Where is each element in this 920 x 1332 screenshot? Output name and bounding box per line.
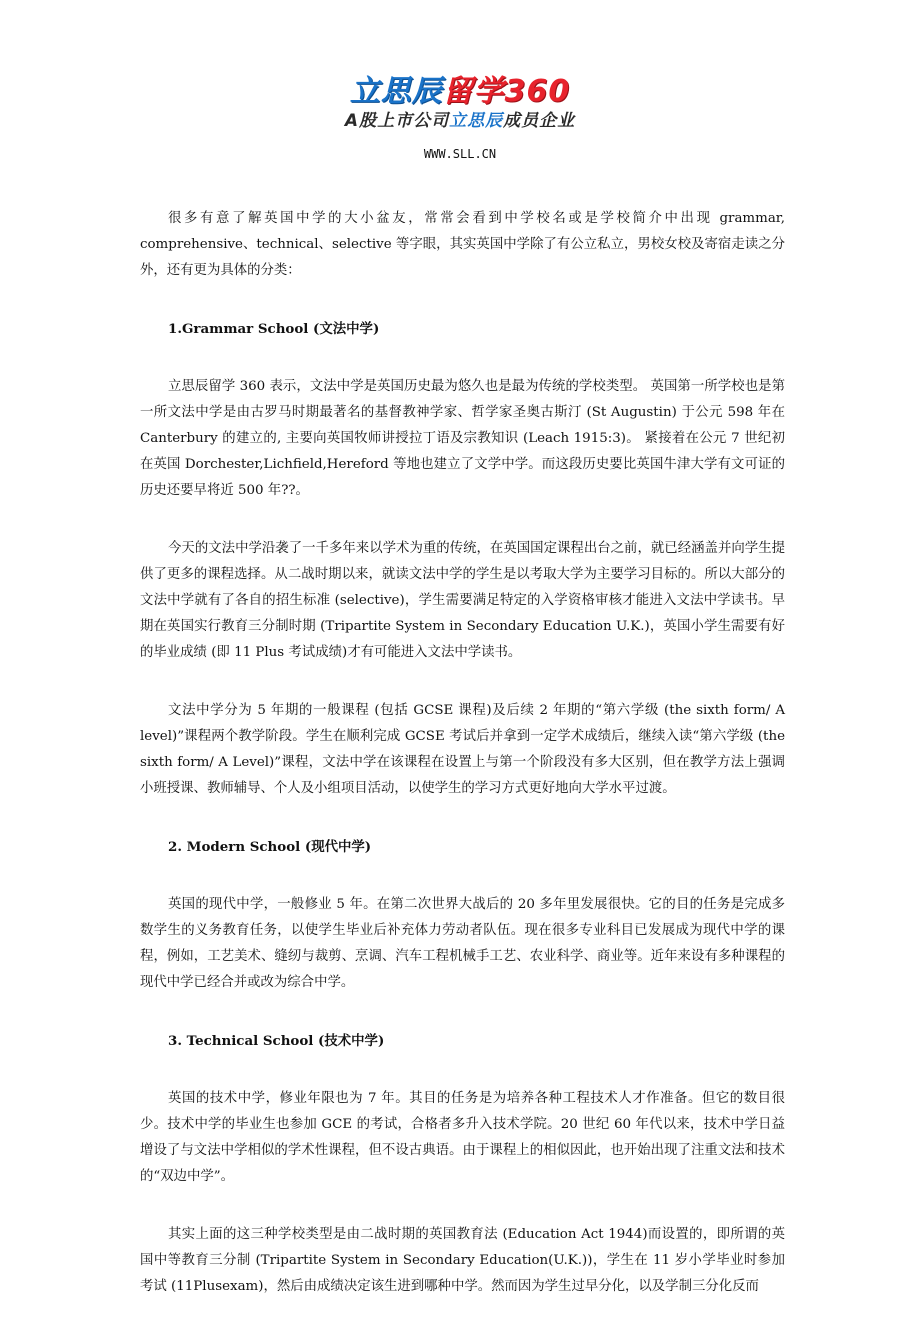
brand-logo[interactable] xyxy=(0,74,920,110)
section-heading-grammar-school: 1.Grammar School (文法中学) xyxy=(168,321,380,337)
intro-paragraph: 很多有意了解英国中学的大小盆友，常常会看到中学校名或是学校简介中出现 grammar, comprehensive、technical、selective 等字眼，其实英国中学除了有公立私立，男校女校及寄宿走读之分外，还有更为具体的分类： xyxy=(140,211,785,278)
grammar-paragraph-1: 立思辰留学 360 表示，文法中学是英国历史最为悠久也是最为传统的学校类型。 英国第一所学校也是第一所文法中学是由古罗马时期最著名的基督教神学家、哲学家圣奥古斯汀 (St Augustin) 于公元 598 年在 Canterbury 的建立的, 主要向英国牧师讲授拉丁语及宗教知识 (Leach 1915:3)。 紧接着在公元 7 世纪初在英国 Dorchester,Lichfield,Hereford 等地也建立了文学中学。而这段历史要比英国牛津大学有文可证的历史还要早将近 500 年??。 xyxy=(140,379,785,498)
site-header xyxy=(0,74,920,132)
grammar-paragraph-3: 文法中学分为 5 年期的一般课程 (包括 GCSE 课程)及后续 2 年期的“第六学级 (the sixth form/ A level)”课程两个教学阶段。学生在顺利完成 GCSE 考试后并拿到一定学术成绩后，继续入读“第六学级 (the sixth form/ A Level)”课程，文法中学在该课程在设置上与第一个阶段没有多大区别，但在教学方法上强调小班授课、教师辅导、个人及小组项目活动，以使学生的学习方式更好地向大学水平过渡。 xyxy=(140,703,785,796)
modern-paragraph: 英国的现代中学，一般修业 5 年。在第二次世界大战后的 20 多年里发展很快。它的目的任务是完成多数学生的义务教育任务，以使学生毕业后补充体力劳动者队伍。现在很多专业科目已发展成为现代中学的课程，例如，工艺美术、缝纫与裁剪、烹调、汽车工程机械手工艺、农业科学、商业等。近年来设有多种课程的现代中学已经合并或改为综合中学。 xyxy=(140,897,785,990)
tagline-part-1: A股上市公司 xyxy=(344,111,450,131)
logo-product-name: 留学360 xyxy=(442,74,571,109)
tagline-part-3: 成员企业 xyxy=(503,111,576,131)
tagline-part-2: 立思辰 xyxy=(449,111,504,131)
grammar-paragraph-2: 今天的文法中学沿袭了一千多年来以学术为重的传统，在英国国定课程出台之前，就已经涵盖并向学生提供了更多的课程选择。从二战时期以来，就读文法中学的学生是以考取大学为主要学习目标的。所以大部分的文法中学就有了各自的招生标准 (selective)，学生需要满足特定的入学资格审核才能进入文法中学读书。早期在英国实行教育三分制时期 (Tripartite System in Secondary Education U.K.)，英国小学生需要有好的毕业成绩 (即 11 Plus 考试成绩)才有可能进入文法中学读书。 xyxy=(140,541,785,660)
technical-paragraph: 英国的技术中学，修业年限也为 7 年。其目的任务是为培养各种工程技术人才作准备。但它的数目很少。技术中学的毕业生也参加 GCE 的考试，合格者多升入技术学院。20 世纪 60 年代以来，技术中学日益增设了与文法中学相似的学术性课程，但不设古典语。由于课程上的相似因此，也开始出现了注重文法和技术的“双边中学”。 xyxy=(140,1091,785,1184)
article-body xyxy=(140,206,785,1332)
section-heading-modern-school: 2. Modern School (现代中学) xyxy=(168,839,372,855)
logo-brand-name: 立思辰 xyxy=(349,74,443,109)
logo-tagline xyxy=(0,110,920,132)
closing-paragraph: 其实上面的这三种学校类型是由二战时期的英国教育法 (Education Act 1944)而设置的，即所谓的英国中等教育三分制 (Tripartite System in Secondary Education(U.K.))，学生在 11 岁小学毕业时参加考试 (11Plusexam)，然后由成绩决定该生进到哪种中学。然而因为学生过早分化，以及学制三分化反而 xyxy=(140,1227,785,1294)
site-url[interactable]: WWW.SLL.CN xyxy=(423,147,497,161)
section-heading-technical-school: 3. Technical School (技术中学) xyxy=(168,1033,385,1049)
